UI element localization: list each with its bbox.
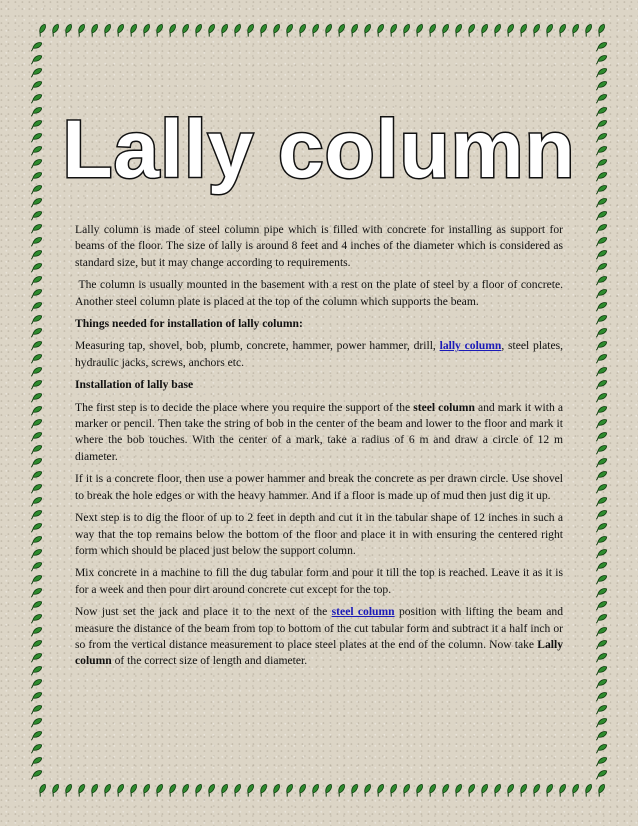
leaf-sprig-icon: [29, 80, 43, 90]
leaf-sprig-icon: [594, 522, 608, 532]
leaf-sprig-icon: [29, 210, 43, 220]
leaf-sprig-icon: [594, 613, 608, 623]
leaf-sprig-icon: [167, 23, 177, 37]
leaf-sprig-icon: [594, 743, 608, 753]
leaf-sprig-icon: [594, 600, 608, 610]
leaf-sprig-icon: [310, 783, 320, 797]
leaf-sprig-icon: [505, 783, 515, 797]
leaf-sprig-icon: [594, 67, 608, 77]
leaf-sprig-icon: [29, 587, 43, 597]
leaf-sprig-icon: [154, 23, 164, 37]
paragraph-jack: [75, 604, 563, 670]
leaf-sprig-icon: [29, 535, 43, 545]
page-title: Lally column: [62, 104, 576, 195]
leaf-sprig-icon: [29, 262, 43, 272]
leaf-sprig-icon: [29, 54, 43, 64]
leaf-sprig-icon: [594, 54, 608, 64]
leaf-sprig-icon: [37, 23, 47, 37]
leaf-sprig-icon: [570, 783, 580, 797]
leaf-sprig-icon: [29, 704, 43, 714]
leaf-sprig-icon: [594, 561, 608, 571]
leaf-sprig-icon: [570, 23, 580, 37]
leaf-sprig-icon: [414, 23, 424, 37]
leaf-sprig-icon: [544, 23, 554, 37]
leaf-sprig-icon: [29, 483, 43, 493]
leaf-sprig-icon: [583, 783, 593, 797]
leaf-sprig-icon: [50, 783, 60, 797]
leaf-sprig-icon: [29, 548, 43, 558]
paragraph-mix-concrete: Mix concrete in a machine to fill the dug tabular form and pour it till the top is reached. Leave it as it is for a week and then pour dirt around concrete cut except for the top.: [75, 566, 563, 596]
leaf-sprig-icon: [594, 379, 608, 389]
leaf-sprig-icon: [594, 392, 608, 402]
leaf-sprig-icon: [531, 783, 541, 797]
leaf-sprig-icon: [349, 783, 359, 797]
leaf-sprig-icon: [594, 691, 608, 701]
leaf-sprig-icon: [594, 262, 608, 272]
leaf-sprig-icon: [492, 783, 502, 797]
heading-installation: Installation of lally base: [75, 378, 194, 392]
leaf-sprig-icon: [29, 379, 43, 389]
leaf-sprig-icon: [258, 783, 268, 797]
leaf-sprig-icon: [492, 23, 502, 37]
leaf-sprig-icon: [466, 23, 476, 37]
leaf-sprig-icon: [518, 783, 528, 797]
paragraph-intro: Lally column is made of steel column pipe which is filled with concrete for installing as support for beams of the floor. The size of lally is around 8 feet and 4 inches of the diameter which is considered as standard size, but it may change according to requirements.: [75, 223, 563, 269]
tools-text-end: , steel plates, hydraulic jacks, screws, anchors etc.: [75, 339, 563, 369]
leaf-sprig-icon: [180, 783, 190, 797]
leaf-sprig-icon: [102, 23, 112, 37]
leaf-sprig-icon: [219, 23, 229, 37]
leaf-sprig-icon: [50, 23, 60, 37]
leaf-sprig-icon: [219, 783, 229, 797]
leaf-sprig-icon: [440, 783, 450, 797]
leaf-sprig-icon: [594, 340, 608, 350]
leaf-sprig-icon: [29, 730, 43, 740]
leaf-sprig-icon: [29, 444, 43, 454]
leaf-sprig-icon: [29, 314, 43, 324]
leaf-sprig-icon: [29, 769, 43, 779]
first-step-text: The first step is to decide the place where you require the support of the: [75, 400, 414, 414]
leaf-sprig-icon: [518, 23, 528, 37]
paragraph-mounting-text: The column is usually mounted in the basement with a rest on the plate of steel by a floor of concrete. Another steel column plate is placed at the top of the column which supports the beam.: [75, 278, 563, 308]
leaf-sprig-icon: [594, 366, 608, 376]
leaf-sprig-icon: [594, 756, 608, 766]
leaf-sprig-icon: [29, 639, 43, 649]
leaf-sprig-icon: [29, 223, 43, 233]
leaf-sprig-icon: [115, 23, 125, 37]
leaf-sprig-icon: [154, 783, 164, 797]
tools-text: Measuring tap, shovel, bob, plumb, concrete, hammer, power hammer, drill,: [75, 339, 440, 353]
leaf-sprig-icon: [596, 23, 606, 37]
leaf-sprig-icon: [29, 353, 43, 363]
leaf-sprig-icon: [29, 652, 43, 662]
leaf-sprig-icon: [193, 23, 203, 37]
leaf-sprig-icon: [594, 509, 608, 519]
leaf-sprig-icon: [349, 23, 359, 37]
leaf-sprig-icon: [323, 783, 333, 797]
leaf-sprig-icon: [479, 783, 489, 797]
leaf-sprig-icon: [323, 23, 333, 37]
leaf-sprig-icon: [63, 23, 73, 37]
leaf-sprig-icon: [594, 197, 608, 207]
leaf-sprig-icon: [401, 23, 411, 37]
leaf-sprig-icon: [271, 23, 281, 37]
document-body: [75, 222, 563, 676]
leaf-sprig-icon: [29, 236, 43, 246]
leaf-sprig-icon: [232, 23, 242, 37]
leaf-sprig-icon: [594, 548, 608, 558]
leaf-sprig-icon: [29, 327, 43, 337]
leaf-sprig-icon: [336, 783, 346, 797]
lally-column-bold: Lally column: [75, 637, 563, 668]
leaf-sprig-icon: [245, 23, 255, 37]
leaf-sprig-icon: [594, 457, 608, 467]
leaf-sprig-icon: [375, 783, 385, 797]
leaf-sprig-icon: [29, 197, 43, 207]
leaf-sprig-icon: [594, 275, 608, 285]
lally-column-link[interactable]: lally column: [439, 339, 502, 353]
leaf-sprig-icon: [29, 366, 43, 376]
leaf-sprig-icon: [427, 783, 437, 797]
leaf-sprig-icon: [297, 783, 307, 797]
leaf-sprig-icon: [531, 23, 541, 37]
leaf-sprig-icon: [336, 23, 346, 37]
leaf-sprig-icon: [594, 626, 608, 636]
paragraph-concrete-floor: If it is a concrete floor, then use a power hammer and break the concrete as per drawn circle. Use shovel to break the hole edges or with the heavy hammer. And if a floor is made up of mud then just dig it up.: [75, 472, 563, 502]
leaf-sprig-icon: [594, 418, 608, 428]
leaf-sprig-icon: [453, 783, 463, 797]
leaf-sprig-icon: [583, 23, 593, 37]
leaf-sprig-icon: [594, 769, 608, 779]
leaf-sprig-icon: [29, 574, 43, 584]
leaf-sprig-icon: [29, 67, 43, 77]
leaf-sprig-icon: [453, 23, 463, 37]
leaf-sprig-icon: [29, 678, 43, 688]
leaf-sprig-icon: [284, 783, 294, 797]
leaf-sprig-icon: [375, 23, 385, 37]
leaf-sprig-icon: [258, 23, 268, 37]
leaf-sprig-icon: [594, 93, 608, 103]
leaf-sprig-icon: [29, 717, 43, 727]
leaf-sprig-icon: [594, 587, 608, 597]
leaf-sprig-icon: [388, 23, 398, 37]
leaf-sprig-icon: [388, 783, 398, 797]
leaf-sprig-icon: [29, 41, 43, 51]
leaf-sprig-icon: [594, 444, 608, 454]
leaf-sprig-icon: [594, 639, 608, 649]
leaf-sprig-icon: [594, 288, 608, 298]
leaf-sprig-icon: [557, 783, 567, 797]
leaf-sprig-icon: [594, 535, 608, 545]
leaf-sprig-icon: [29, 418, 43, 428]
leaf-sprig-icon: [594, 249, 608, 259]
leaf-sprig-icon: [128, 23, 138, 37]
leaf-sprig-icon: [596, 783, 606, 797]
leaf-sprig-icon: [37, 783, 47, 797]
leaf-sprig-icon: [29, 249, 43, 259]
leaf-sprig-icon: [76, 23, 86, 37]
leaf-sprig-icon: [594, 301, 608, 311]
jack-text-end: of the correct size of length and diameter.: [111, 654, 308, 668]
leaf-sprig-icon: [479, 23, 489, 37]
leaf-sprig-icon: [594, 353, 608, 363]
leaf-sprig-icon: [29, 457, 43, 467]
paragraph-first-step: [75, 400, 563, 466]
paragraph-tools: [75, 338, 563, 371]
leaf-sprig-icon: [594, 665, 608, 675]
leaf-sprig-icon: [232, 783, 242, 797]
paragraph-dig-floor: Next step is to dig the floor of up to 2 feet in depth and cut it in the tabular shape of 12 inches in such a way that the top remains below the bottom of the floor and place it in with ensuring the centered right form which should be placed just below the support column.: [75, 511, 563, 557]
leaf-sprig-icon: [245, 783, 255, 797]
leaf-sprig-icon: [29, 743, 43, 753]
leaf-sprig-icon: [594, 704, 608, 714]
leaf-sprig-icon: [29, 496, 43, 506]
leaf-sprig-icon: [310, 23, 320, 37]
leaf-sprig-icon: [29, 626, 43, 636]
leaf-sprig-icon: [167, 783, 177, 797]
leaf-sprig-icon: [401, 783, 411, 797]
leaf-sprig-icon: [414, 783, 424, 797]
leaf-sprig-icon: [102, 783, 112, 797]
jack-text: Now just set the jack and place it to the next of the: [75, 605, 332, 619]
leaf-sprig-icon: [544, 783, 554, 797]
leaf-sprig-icon: [29, 275, 43, 285]
leaf-sprig-icon: [193, 783, 203, 797]
leaf-sprig-icon: [466, 783, 476, 797]
paragraph-mounting: [75, 277, 563, 310]
leaf-sprig-icon: [557, 23, 567, 37]
leaf-sprig-icon: [594, 405, 608, 415]
leaf-sprig-icon: [29, 691, 43, 701]
leaf-sprig-icon: [594, 314, 608, 324]
leaf-sprig-icon: [29, 288, 43, 298]
leaf-sprig-icon: [180, 23, 190, 37]
leaf-sprig-icon: [29, 405, 43, 415]
leaf-sprig-icon: [29, 561, 43, 571]
leaf-sprig-icon: [594, 730, 608, 740]
leaf-sprig-icon: [63, 783, 73, 797]
leaf-sprig-icon: [594, 431, 608, 441]
leaf-sprig-icon: [594, 327, 608, 337]
leaf-sprig-icon: [594, 41, 608, 51]
jack-text-mid: position with lifting the beam and measure the distance of the beam from top to bottom of the cut tabular form and subtract it a half inch or so from the vertical distance measurement to place steel plates at the end of the column. Now take: [75, 605, 563, 651]
leaf-sprig-icon: [594, 483, 608, 493]
leaf-sprig-icon: [29, 340, 43, 350]
leaf-sprig-icon: [594, 652, 608, 662]
leaf-sprig-icon: [29, 665, 43, 675]
leaf-sprig-icon: [594, 470, 608, 480]
leaf-sprig-icon: [206, 783, 216, 797]
leaf-sprig-icon: [29, 301, 43, 311]
leaf-sprig-icon: [29, 470, 43, 480]
leaf-sprig-icon: [29, 431, 43, 441]
leaf-sprig-icon: [141, 23, 151, 37]
leaf-sprig-icon: [362, 23, 372, 37]
leaf-sprig-icon: [594, 574, 608, 584]
leaf-sprig-icon: [206, 23, 216, 37]
leaf-sprig-icon: [594, 678, 608, 688]
leaf-sprig-icon: [29, 522, 43, 532]
leaf-sprig-icon: [594, 236, 608, 246]
leaf-sprig-icon: [115, 783, 125, 797]
leaf-sprig-icon: [29, 613, 43, 623]
leaf-sprig-icon: [594, 223, 608, 233]
leaf-sprig-icon: [89, 783, 99, 797]
first-step-text-end: and mark it with a marker or pencil. Then take the string of bob in the center of the beam and lower to the floor and mark it where the bob touches. With the center of a mark, take a radius of 6 m and draw a circle of 12 m diameter.: [75, 400, 563, 463]
leaf-sprig-icon: [594, 210, 608, 220]
heading-things-needed: Things needed for installation of lally column:: [75, 317, 303, 331]
leaf-sprig-icon: [29, 392, 43, 402]
steel-column-link[interactable]: steel column: [331, 605, 395, 619]
leaf-sprig-icon: [128, 783, 138, 797]
leaf-sprig-icon: [29, 509, 43, 519]
leaf-sprig-icon: [284, 23, 294, 37]
leaf-sprig-icon: [271, 783, 281, 797]
leaf-sprig-icon: [427, 23, 437, 37]
leaf-sprig-icon: [505, 23, 515, 37]
leaf-sprig-icon: [297, 23, 307, 37]
leaf-sprig-icon: [440, 23, 450, 37]
steel-column-bold: steel column: [413, 400, 475, 414]
leaf-sprig-icon: [594, 496, 608, 506]
leaf-sprig-icon: [76, 783, 86, 797]
leaf-sprig-icon: [141, 783, 151, 797]
leaf-sprig-icon: [362, 783, 372, 797]
leaf-sprig-icon: [594, 80, 608, 90]
leaf-sprig-icon: [89, 23, 99, 37]
leaf-sprig-icon: [29, 756, 43, 766]
leaf-sprig-icon: [29, 600, 43, 610]
leaf-sprig-icon: [29, 93, 43, 103]
leaf-sprig-icon: [594, 717, 608, 727]
